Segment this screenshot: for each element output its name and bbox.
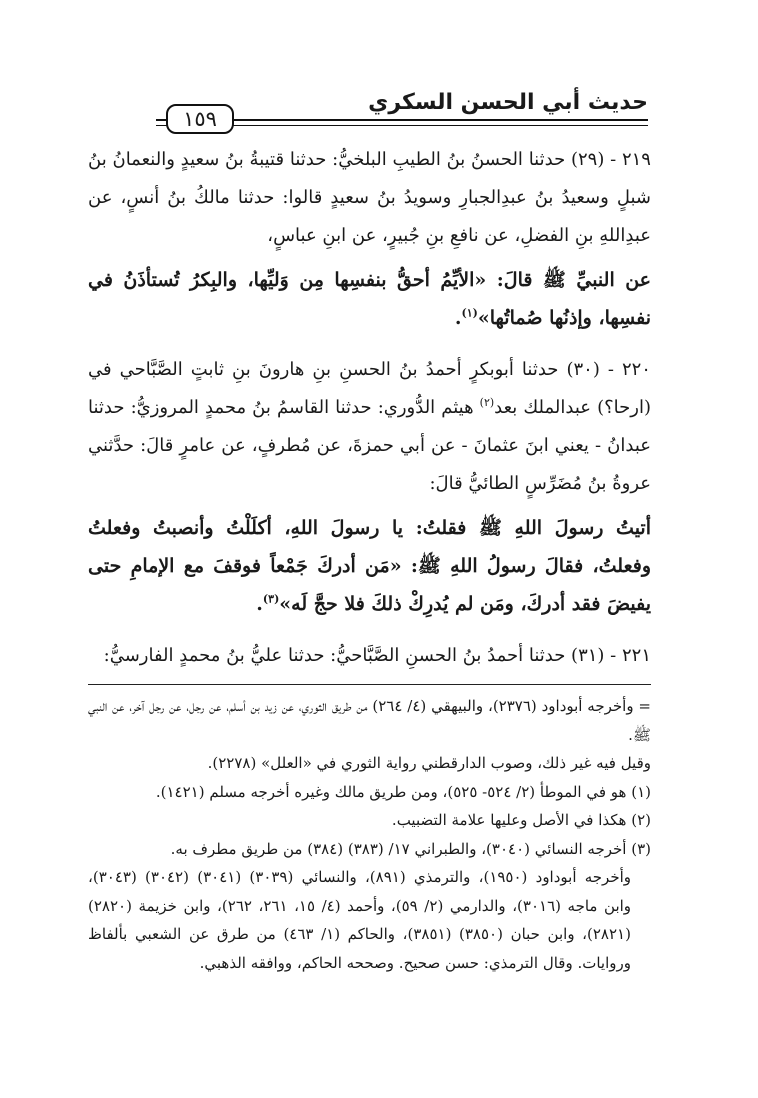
footnote-ref-3[interactable]: (٣) (262, 592, 280, 606)
footnote-1: (١) هو في الموطأ (٢/ ٥٢٤- ٥٢٥)، ومن طريق مالك وغيره أخرجه مسلم (١٤٢١). (155, 782, 651, 801)
footnote-continuation-2: وقيل فيه غير ذلك، وصوب الدارقطني رواية الثوري في «العلل» (٢٢٧٨). (207, 754, 651, 772)
hadith-220-isnad-part2: هيثم الدُّوري: حدثنا القاسمُ بنُ محمدٍ المروزيُّ: حدثنا عبدانُ - يعني ابنَ عثمانَ - عن أبي حمزةَ، عن مُطرفٍ، عن عامرٍ قالَ: حدَّثني عروةُ بنُ مُضَرِّسٍ الطائيُّ قالَ: (88, 397, 651, 494)
footnotes (88, 692, 651, 977)
page-header (156, 92, 648, 132)
footnote-2: (٢) هكذا في الأصل وعليها علامة التضبيب. (391, 811, 651, 829)
footnote-3: (٣) أخرجه النسائي (٣٠٤٠)، والطبراني ١٧/ (٣٨٣) (٣٨٤) من طريق مطرف به. (170, 839, 651, 858)
footnote-continuation: = وأخرجه أبوداود (٢٣٧٦)، والبيهقي (٤/ ٢٦٤) من طريق الثوري، عن زيد بن أسلم، عن رجل، عن رجل آخر، عن النبي ﷺ. (88, 697, 651, 744)
hadith-220-isnad (88, 351, 651, 503)
running-title: حديث أبي الحسن السكري (368, 90, 648, 115)
hadith-220-matn (88, 509, 651, 623)
footnote-ref-2[interactable]: (٢) (479, 396, 495, 409)
hadith-221-isnad: ٢٢١ - (٣١) حدثنا أحمدُ بنُ الحسنِ الصَّبَّاحيُّ: حدثنا عليُّ بنُ محمدٍ الفارسيُّ: (103, 645, 651, 666)
hadith-219-matn (88, 261, 651, 337)
hadith-219-end: . (454, 307, 462, 329)
footnote-separator (88, 684, 651, 685)
hadith-220-isnad-part1: ٢٢٠ - (٣٠) حدثنا أبوبكرٍ أحمدُ بنُ الحسنِ بنِ هارونَ بنِ ثابتٍ الصَّبَّاحي في (ارحا؟) عبدالملك بعد (88, 359, 651, 418)
footnote-3-continued: وأخرجه أبوداود (١٩٥٠)، والترمذي (٨٩١)، والنسائي (٣٠٣٩) (٣٠٤١) (٣٠٤٢) (٣٠٤٣)، وابن ماجه (٣٠١٦)، والدارمي (٢/ ٥٩)، وأحمد (٤/ ١٥، ٢٦١، ٢٦٢)، وابن خزيمة (٢٨٢٠) (٢٨٢١)، وابن حبان (٣٨٥٠) (٣٨٥١)، والحاكم (١/ ٤٦٣) من طرق عن الشعبي بألفاظ وروايات. وقال الترمذي: حسن صحيح. وصححه الحاكم، ووافقه الذهبي. (88, 868, 632, 972)
page-number: ١٥٩ (166, 104, 234, 134)
footnote-ref-1[interactable]: (١) (461, 306, 478, 320)
hadith-219-isnad: ٢١٩ - (٢٩) حدثنا الحسنُ بنُ الطيبِ البلخيُّ: حدثنا قتيبةُ بنُ سعيدٍ والنعمانُ بنُ شبلٍ وسعيدُ بنُ عبدِالجبارِ وسويدُ بنُ سعيدٍ قالوا: حدثنا مالكُ بنُ أنسٍ، عن عبدِاللهِ بنِ الفضلِ، عن نافعِ بنِ جُبيرٍ، عن ابنِ عباسٍ، (88, 149, 651, 246)
hadith-220-matn-text: أتيتُ رسولَ اللهِ ﷺ فقلتُ: يا رسولَ اللهِ، أكلَلْتُ وأنصبتُ وفعلتُ وفعلتُ، فقالَ رسولُ اللهِ ﷺ: «مَن أدركَ جَمْعاً فوقفَ مع الإمامِ حتى يفيضَ فقد أدركَ، ومَن لم يُدرِكْ ذلكَ فلا حجَّ لَه» (88, 517, 651, 615)
main-text (88, 141, 651, 675)
hadith-220-end: . (256, 593, 263, 615)
hadith-219-matn-text: عن النبيِّ ﷺ قالَ: «الأيِّمُ أحقُّ بنفسِها مِن وَليِّها، والبِكرُ تُستأذَنُ في نفسِها، وإذنُها صُماتُها» (88, 269, 651, 329)
